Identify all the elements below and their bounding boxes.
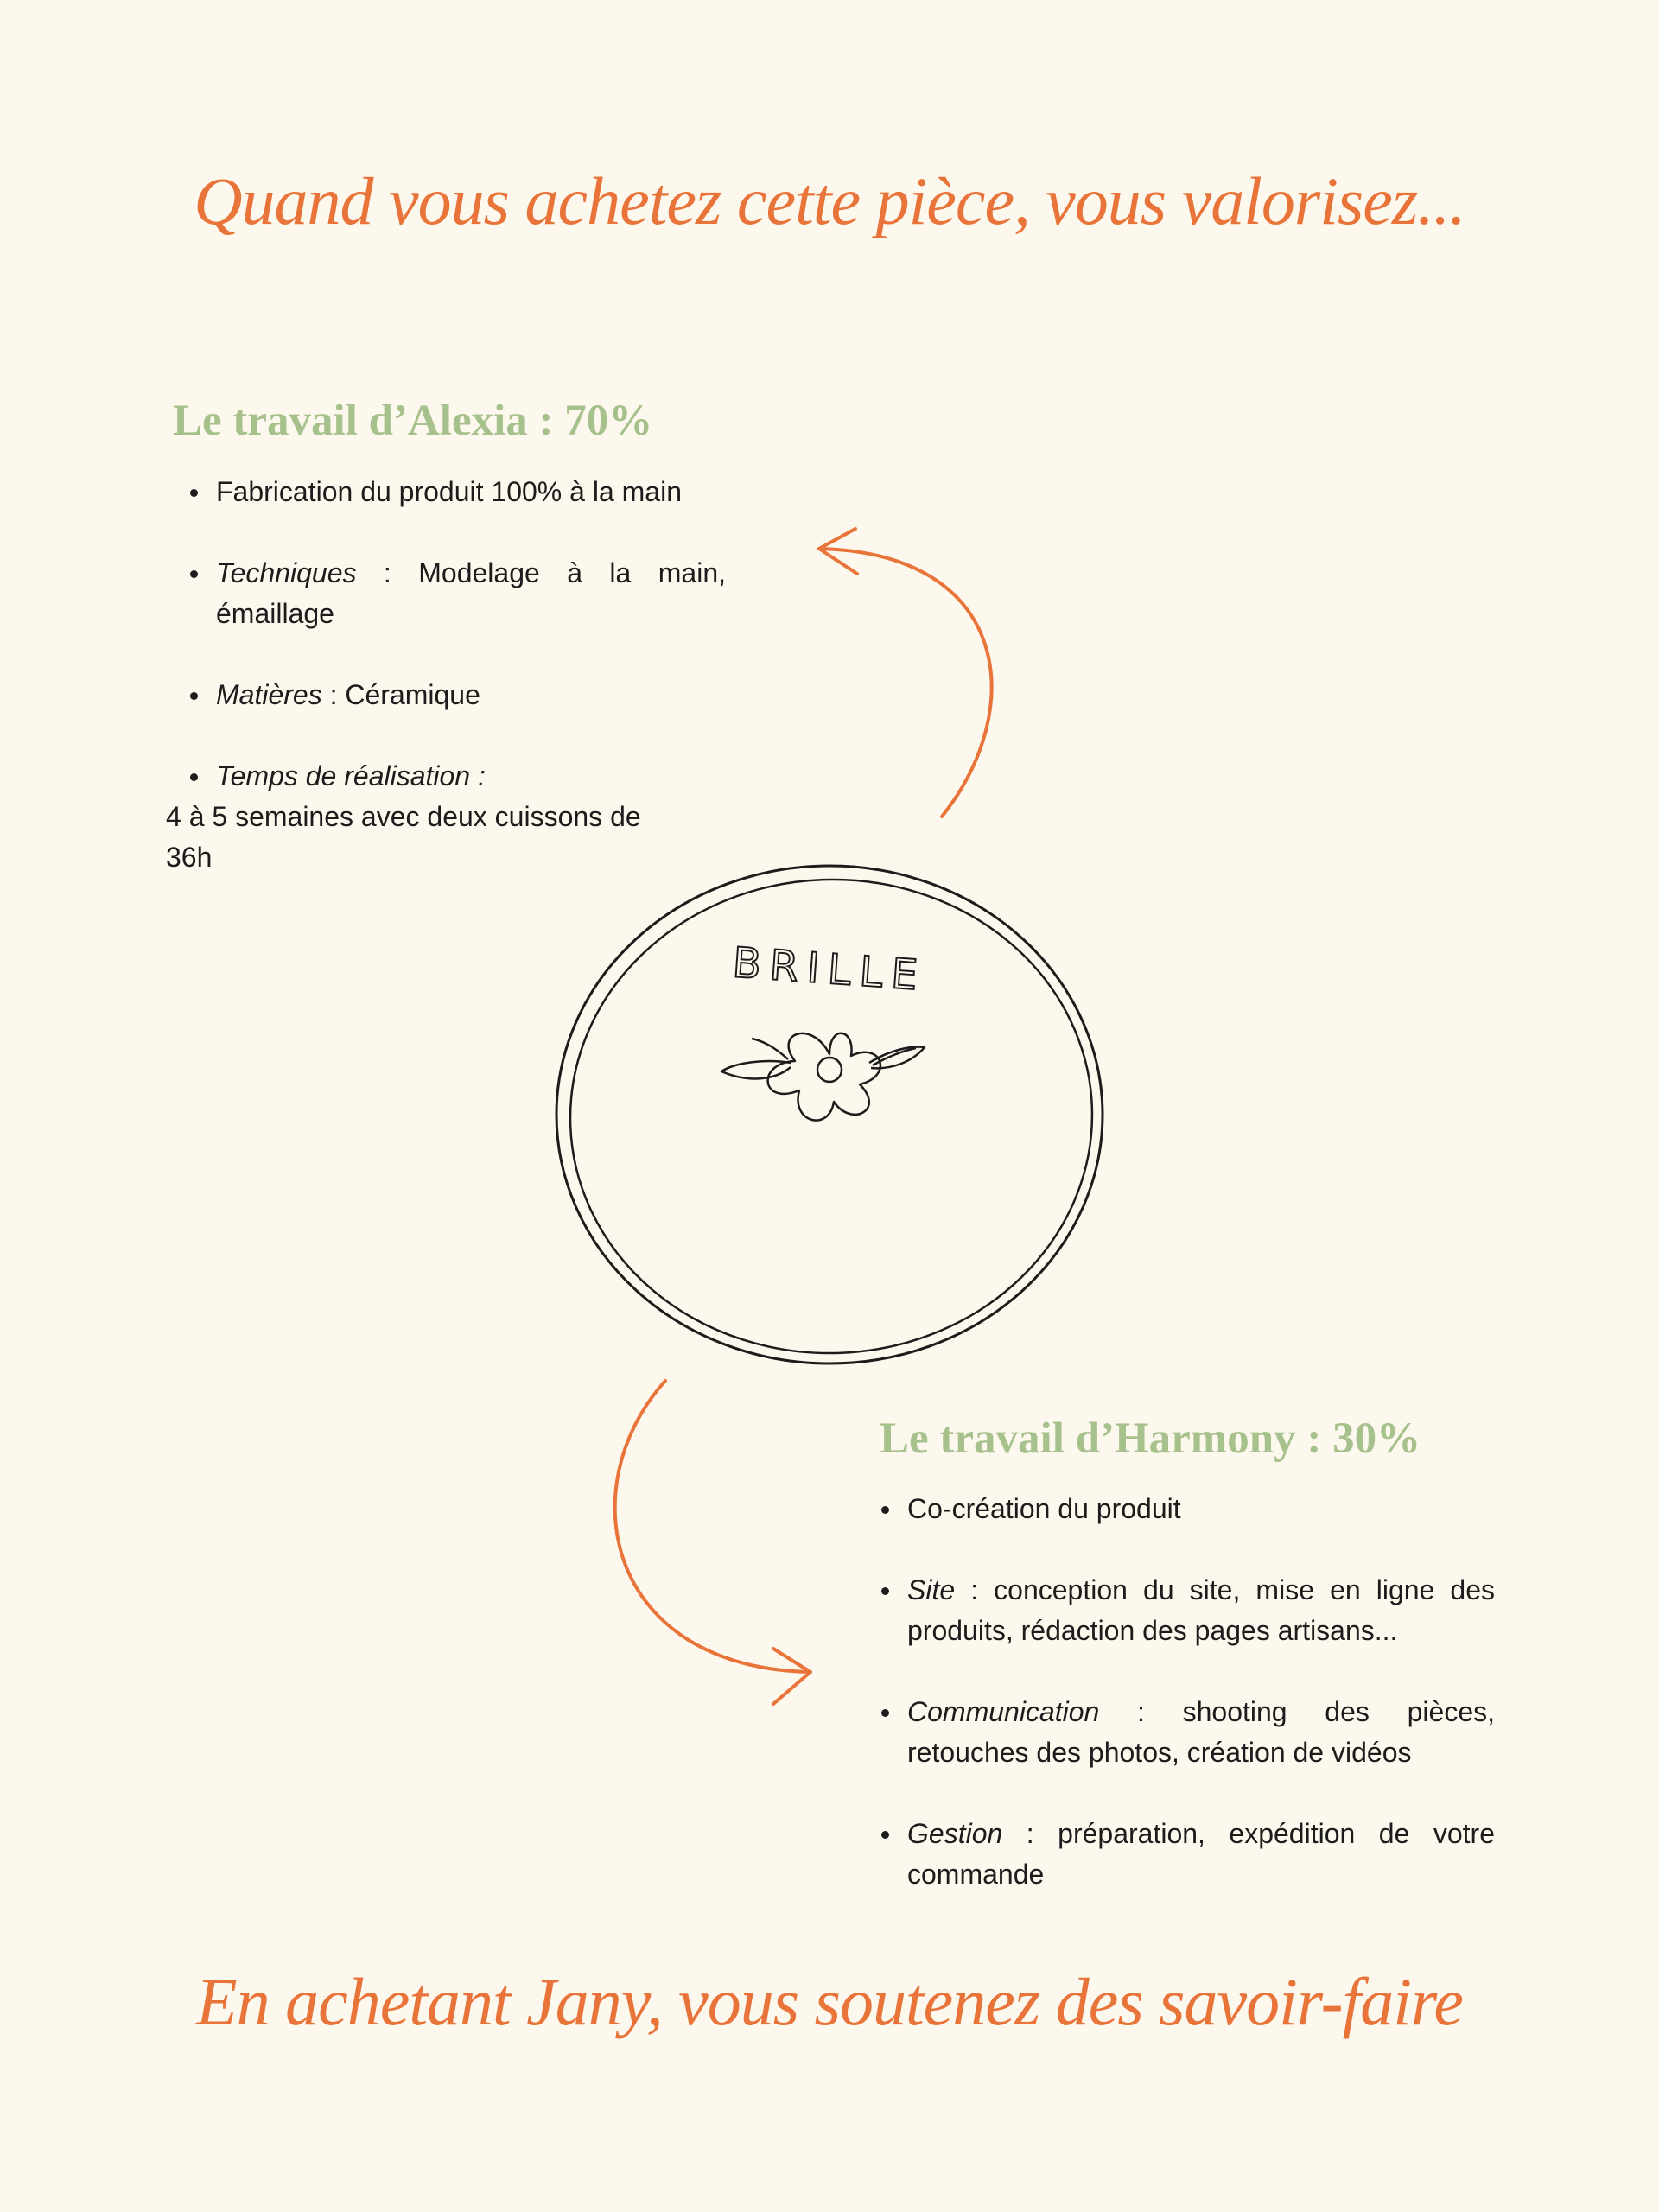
- alexia-section-title: Le travail d’Alexia : 70%: [173, 397, 653, 445]
- list-item: Techniques : Modelage à la main, émaillage: [190, 553, 726, 634]
- list-item: Matières : Céramique: [190, 675, 726, 715]
- page-title: Quand vous achetez cette pièce, vous valorisez...: [194, 163, 1465, 238]
- list-item: Communication : shooting des pièces, retouches des photos, création de vidéos: [881, 1692, 1495, 1773]
- alexia-list: [166, 472, 726, 918]
- list-item: Gestion : préparation, expédition de votre commande: [881, 1814, 1495, 1895]
- harmony-section-title: Le travail d’Harmony : 30%: [880, 1414, 1421, 1463]
- list-item: Co-création du produit: [881, 1489, 1495, 1529]
- plate-illustration: [544, 855, 1115, 1374]
- list-item: Site : conception du site, mise en ligne des produits, rédaction des pages artisans...: [881, 1570, 1495, 1651]
- harmony-list: [881, 1489, 1495, 1936]
- flower-icon: [721, 1033, 925, 1121]
- list-item: Fabrication du produit 100% à la main: [190, 472, 726, 512]
- curved-arrow-down-icon: [588, 1374, 812, 1719]
- curved-arrow-up-icon: [804, 518, 1028, 847]
- plate-stamp-text: BRILLE: [731, 938, 928, 1001]
- list-item: Temps de réalisation : 4 à 5 semaines avec deux cuissons de 36h: [190, 756, 726, 878]
- footer-title: En achetant Jany, vous soutenez des savoir-faire: [195, 1964, 1464, 2039]
